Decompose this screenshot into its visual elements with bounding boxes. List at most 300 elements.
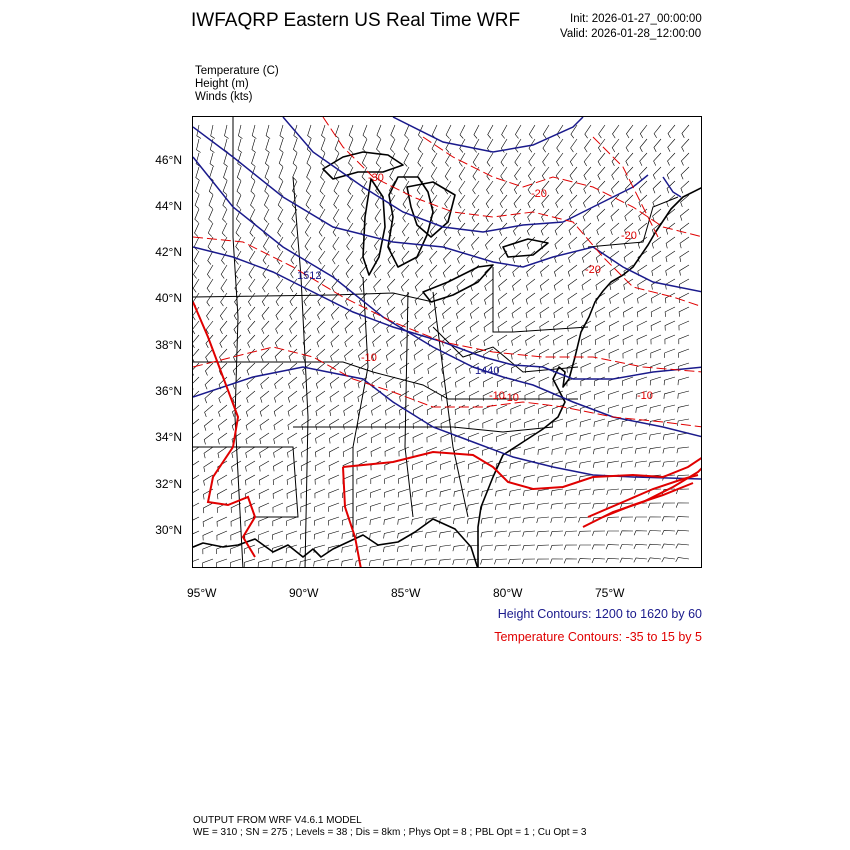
wind-barb bbox=[537, 517, 549, 523]
wind-barb bbox=[432, 153, 437, 167]
wind-barb bbox=[649, 433, 661, 440]
wind-barb bbox=[581, 335, 591, 345]
wind-barb bbox=[249, 279, 255, 292]
wind-barb bbox=[238, 139, 242, 153]
wind-barb bbox=[487, 153, 493, 166]
wind-barb bbox=[307, 153, 311, 167]
wind-barb bbox=[623, 335, 633, 345]
wind-barb bbox=[208, 223, 213, 237]
wind-barb bbox=[497, 405, 507, 414]
wind-barb bbox=[369, 559, 381, 566]
weather-map bbox=[193, 117, 702, 568]
wind-barb bbox=[554, 307, 563, 318]
wind-barb bbox=[663, 447, 675, 453]
wind-barb bbox=[474, 139, 480, 152]
lon-label-85: 85°W bbox=[391, 586, 421, 600]
wind-barb bbox=[195, 223, 200, 237]
wind-barb bbox=[357, 489, 367, 498]
wind-barb bbox=[565, 503, 577, 509]
wind-barb bbox=[373, 293, 381, 305]
wind-barb bbox=[329, 461, 339, 471]
wind-barb bbox=[676, 530, 689, 535]
wind-barb bbox=[272, 559, 283, 567]
wind-barb bbox=[483, 433, 493, 442]
wind-barb bbox=[315, 489, 325, 498]
wind-barb bbox=[597, 237, 605, 249]
lat-label-30: 30°N bbox=[155, 523, 182, 537]
wind-barb bbox=[400, 335, 409, 347]
wind-barb bbox=[580, 419, 591, 427]
wind-barb bbox=[580, 433, 591, 441]
wind-barb bbox=[205, 405, 213, 417]
wind-barb bbox=[343, 433, 353, 443]
wind-barb bbox=[554, 293, 563, 304]
wind-barb bbox=[592, 545, 605, 550]
wind-barb bbox=[555, 209, 563, 222]
wind-barb bbox=[536, 545, 549, 550]
wind-barb bbox=[193, 405, 199, 417]
wind-barb bbox=[570, 181, 577, 194]
wind-barb bbox=[623, 349, 633, 358]
wind-barb bbox=[651, 307, 661, 317]
wind-barb bbox=[287, 461, 297, 471]
wind-barb bbox=[304, 307, 311, 320]
wind-barb bbox=[439, 531, 451, 538]
wind-barb bbox=[224, 153, 228, 167]
wind-barb bbox=[290, 307, 297, 320]
wind-barb bbox=[569, 237, 577, 249]
wind-barb bbox=[606, 545, 619, 550]
wind-barb bbox=[525, 349, 535, 359]
wind-barb bbox=[622, 433, 634, 440]
wind-barb bbox=[222, 237, 227, 251]
wind-barb bbox=[322, 125, 326, 139]
wind-barb bbox=[620, 558, 633, 563]
wind-barb bbox=[624, 293, 634, 304]
temperature-contour-warm bbox=[603, 483, 693, 517]
wind-barb bbox=[363, 125, 367, 139]
wind-barb bbox=[221, 293, 227, 306]
wind-barb bbox=[468, 489, 479, 497]
wind-barb bbox=[458, 209, 465, 222]
wind-barb bbox=[515, 139, 521, 152]
wind-barb bbox=[583, 223, 591, 235]
wind-barb bbox=[555, 237, 563, 249]
wind-barb bbox=[263, 265, 269, 278]
wind-barb bbox=[626, 125, 633, 138]
wind-barb bbox=[566, 419, 577, 427]
wind-barb bbox=[302, 419, 311, 430]
wind-barb bbox=[193, 433, 199, 445]
wind-barb bbox=[305, 237, 311, 250]
wind-barb bbox=[346, 265, 353, 278]
wind-barb bbox=[233, 363, 241, 375]
wind-barb bbox=[525, 419, 536, 428]
wind-barb bbox=[484, 335, 493, 346]
wind-barb bbox=[540, 279, 549, 291]
model-info-line-1: OUTPUT FROM WRF V4.6.1 MODEL bbox=[193, 815, 362, 826]
wind-barb bbox=[499, 279, 507, 291]
wind-barb bbox=[425, 531, 437, 538]
wind-barb bbox=[495, 517, 507, 524]
wind-barb bbox=[512, 293, 521, 305]
wind-barb bbox=[411, 545, 423, 552]
lat-label-42: 42°N bbox=[155, 245, 182, 259]
wind-barb bbox=[606, 517, 619, 522]
wind-barb bbox=[275, 349, 283, 361]
wind-barb bbox=[204, 433, 213, 444]
wind-barb bbox=[607, 489, 619, 495]
wind-barb bbox=[526, 279, 535, 291]
wind-barb bbox=[621, 461, 633, 468]
wind-barb bbox=[330, 419, 339, 430]
wind-barb bbox=[274, 419, 283, 430]
wind-barb bbox=[555, 223, 563, 235]
wind-barb bbox=[317, 321, 325, 333]
wind-barb bbox=[385, 447, 395, 457]
wind-barb bbox=[510, 447, 521, 455]
wind-barb bbox=[634, 517, 647, 522]
wind-barb bbox=[383, 545, 395, 552]
wind-barb bbox=[193, 335, 199, 348]
wind-barb bbox=[501, 153, 507, 166]
temperature-contour-zero bbox=[343, 452, 702, 489]
wind-barb bbox=[498, 335, 507, 346]
wind-barb bbox=[543, 153, 549, 166]
wind-barb bbox=[405, 125, 409, 139]
wind-barb bbox=[441, 405, 451, 415]
wind-barb bbox=[219, 391, 227, 403]
wind-barb bbox=[329, 475, 339, 484]
wind-barb bbox=[469, 405, 479, 415]
wind-barb bbox=[626, 139, 633, 152]
wind-barb bbox=[238, 153, 242, 167]
wind-barb bbox=[557, 153, 564, 166]
wind-barb bbox=[414, 377, 423, 388]
wind-barb bbox=[404, 167, 409, 181]
wind-barb bbox=[470, 321, 479, 332]
wind-barb bbox=[524, 447, 535, 455]
wind-barb bbox=[290, 321, 298, 334]
lake-ontario bbox=[503, 239, 548, 257]
wind-barb bbox=[237, 195, 241, 209]
wind-barb bbox=[639, 195, 647, 207]
wind-barb bbox=[536, 559, 549, 564]
wind-barb bbox=[440, 461, 451, 470]
wind-barb bbox=[418, 139, 423, 153]
wind-barb bbox=[331, 321, 339, 333]
wind-barb bbox=[502, 125, 507, 138]
wind-barb bbox=[330, 405, 339, 416]
wind-barb bbox=[384, 531, 395, 539]
wind-barb bbox=[527, 251, 535, 263]
wind-barb bbox=[404, 139, 409, 153]
wind-barb bbox=[232, 461, 241, 472]
wind-barb bbox=[443, 293, 451, 305]
wind-barb bbox=[529, 153, 535, 166]
wind-barb bbox=[403, 195, 409, 208]
wind-barb bbox=[217, 517, 227, 527]
wind-barb bbox=[568, 321, 578, 332]
wind-barb bbox=[606, 531, 619, 536]
wind-barb bbox=[508, 559, 521, 564]
wind-barbs bbox=[193, 125, 689, 568]
wind-barb bbox=[455, 405, 465, 415]
wind-barb bbox=[316, 405, 325, 416]
wind-barb bbox=[523, 545, 536, 550]
wind-barb bbox=[611, 237, 620, 249]
wind-barb bbox=[329, 503, 339, 512]
coastlines bbox=[193, 152, 702, 568]
wind-barb bbox=[439, 545, 451, 551]
wind-barb bbox=[193, 279, 199, 292]
wind-barb bbox=[511, 405, 521, 414]
wind-barb bbox=[565, 489, 577, 495]
temperature-contour bbox=[193, 237, 702, 372]
wind-barb bbox=[289, 335, 297, 347]
wind-barb bbox=[446, 139, 451, 153]
wind-barb bbox=[333, 237, 339, 250]
wind-barb bbox=[593, 447, 605, 454]
wind-barb bbox=[525, 405, 535, 414]
wind-barb bbox=[469, 419, 479, 428]
wind-barb bbox=[261, 349, 269, 361]
wind-barb bbox=[205, 363, 213, 376]
wind-barb bbox=[288, 447, 298, 458]
wind-barb bbox=[486, 223, 493, 236]
wind-barb bbox=[528, 167, 535, 180]
wind-barb bbox=[315, 447, 325, 457]
wind-barb bbox=[585, 125, 591, 138]
wind-barb bbox=[425, 545, 437, 552]
wind-barb bbox=[443, 265, 451, 277]
wind-barb bbox=[373, 335, 381, 347]
wind-barb bbox=[193, 363, 199, 376]
wind-barb bbox=[235, 293, 242, 306]
wind-barb bbox=[679, 349, 689, 358]
wind-barb bbox=[247, 391, 255, 403]
wind-barb bbox=[495, 503, 507, 510]
wind-barb bbox=[677, 447, 689, 453]
wind-barb bbox=[293, 153, 297, 167]
wind-barb bbox=[274, 433, 283, 444]
wind-barb bbox=[640, 139, 647, 152]
wind-barb bbox=[612, 139, 619, 152]
wind-barb bbox=[211, 125, 215, 139]
wind-barb bbox=[384, 503, 395, 511]
wind-barb bbox=[289, 377, 298, 389]
wind-barb bbox=[499, 265, 507, 277]
wind-barb bbox=[484, 307, 493, 318]
wind-barb bbox=[648, 544, 661, 549]
wind-barb bbox=[290, 293, 297, 306]
wind-barb bbox=[320, 195, 325, 209]
wind-barb bbox=[402, 223, 409, 236]
wind-barb bbox=[357, 475, 367, 484]
wind-barb bbox=[606, 558, 619, 563]
wind-barb bbox=[335, 139, 339, 153]
height-label: 1440 bbox=[475, 365, 500, 377]
wind-barb bbox=[398, 503, 409, 511]
wind-barb bbox=[333, 209, 339, 222]
wind-barb bbox=[620, 517, 633, 522]
wind-barb bbox=[321, 139, 325, 153]
wind-barb bbox=[371, 433, 381, 443]
wind-barb bbox=[568, 265, 577, 277]
wind-barb bbox=[251, 181, 255, 195]
wind-barb bbox=[622, 391, 633, 399]
wind-barb bbox=[501, 167, 507, 180]
wind-barb bbox=[375, 223, 381, 236]
lat-label-34: 34°N bbox=[155, 430, 182, 444]
wind-barb bbox=[667, 181, 675, 193]
wind-barb bbox=[651, 321, 661, 331]
wind-barb bbox=[579, 461, 591, 468]
wind-barb bbox=[426, 489, 437, 497]
wind-barb bbox=[676, 544, 689, 548]
wind-barb bbox=[649, 461, 661, 467]
wind-barb bbox=[455, 391, 465, 401]
wind-barb bbox=[497, 433, 508, 442]
wind-barb bbox=[220, 307, 227, 320]
wind-barb bbox=[679, 307, 689, 317]
wind-barb bbox=[246, 433, 255, 444]
wind-barb bbox=[666, 265, 675, 276]
wind-barb bbox=[537, 489, 549, 496]
wind-barb bbox=[260, 419, 269, 430]
wind-barb bbox=[203, 503, 213, 513]
wind-barb bbox=[550, 559, 563, 564]
wind-barb bbox=[584, 153, 591, 166]
wind-barb bbox=[551, 517, 563, 523]
wind-barb bbox=[288, 433, 297, 444]
wind-barb bbox=[653, 167, 661, 179]
wind-barb bbox=[664, 405, 675, 413]
wind-barb bbox=[329, 489, 339, 498]
wind-barb bbox=[592, 558, 605, 563]
wind-barb bbox=[248, 335, 255, 348]
wind-barb bbox=[523, 489, 535, 496]
wind-barb bbox=[399, 433, 409, 443]
wind-barb bbox=[275, 377, 283, 389]
wind-barb bbox=[260, 447, 269, 458]
wind-barb bbox=[274, 447, 283, 458]
height-contour bbox=[193, 247, 702, 379]
wind-barb bbox=[193, 531, 199, 541]
wind-barb bbox=[635, 433, 647, 440]
wind-barb bbox=[221, 279, 227, 292]
wind-barb bbox=[654, 153, 661, 166]
wind-barb bbox=[512, 335, 521, 346]
wind-barb bbox=[679, 293, 689, 303]
temperature-label: -30 bbox=[368, 172, 384, 184]
wind-barb bbox=[278, 209, 283, 223]
wind-barb bbox=[315, 503, 325, 512]
wind-barb bbox=[218, 475, 228, 486]
temperature-label: -10 bbox=[637, 390, 653, 402]
wind-barb bbox=[500, 195, 507, 208]
wind-barb bbox=[607, 461, 619, 468]
wind-barb bbox=[416, 265, 424, 278]
wind-barb bbox=[377, 125, 381, 139]
wind-barb bbox=[384, 517, 395, 525]
wind-barb bbox=[252, 153, 256, 167]
wind-barb bbox=[679, 335, 689, 344]
wind-barb bbox=[220, 335, 227, 348]
wind-barb bbox=[662, 517, 675, 522]
wind-barb bbox=[483, 377, 493, 387]
wind-barb bbox=[488, 125, 493, 139]
wind-barb bbox=[399, 475, 410, 484]
wind-barb bbox=[668, 139, 675, 152]
wind-barb bbox=[317, 363, 326, 375]
wind-barb bbox=[306, 181, 311, 195]
wind-barb bbox=[568, 279, 577, 290]
wind-barb bbox=[472, 195, 479, 208]
wind-barb bbox=[263, 237, 269, 250]
wind-barb bbox=[665, 349, 675, 358]
init-time: Init: 2026-01-27_00:00:00 bbox=[570, 13, 702, 25]
wind-barb bbox=[357, 433, 367, 443]
wind-barb bbox=[274, 405, 283, 416]
wind-barb bbox=[481, 545, 493, 551]
wind-barb bbox=[316, 433, 326, 444]
wind-barb bbox=[680, 265, 689, 276]
wind-barb bbox=[246, 447, 255, 458]
wind-barb bbox=[651, 349, 661, 358]
wind-barb bbox=[206, 349, 213, 362]
wind-barb bbox=[680, 209, 689, 221]
wind-barb bbox=[458, 237, 465, 250]
wind-barb bbox=[595, 321, 605, 331]
wind-barb bbox=[209, 195, 213, 209]
wind-barb bbox=[195, 209, 199, 223]
wind-barb bbox=[315, 475, 325, 485]
wind-barb bbox=[205, 377, 213, 389]
wind-barb bbox=[439, 559, 451, 565]
wind-barb bbox=[652, 265, 661, 276]
wind-barb bbox=[397, 545, 409, 552]
wind-barb bbox=[266, 139, 270, 153]
wind-barb bbox=[592, 531, 605, 536]
wind-barb bbox=[625, 209, 633, 221]
wind-barb bbox=[274, 391, 283, 403]
height-label: 1512 bbox=[297, 270, 322, 282]
wind-barb bbox=[193, 349, 199, 362]
wind-barb bbox=[596, 279, 605, 290]
wind-barb bbox=[431, 167, 437, 180]
wind-barb bbox=[244, 559, 255, 567]
wind-barb bbox=[398, 517, 409, 525]
wind-barb bbox=[584, 167, 591, 180]
wind-barb bbox=[426, 503, 437, 511]
wind-barb bbox=[470, 307, 479, 319]
wind-barb bbox=[362, 153, 367, 167]
wind-barb bbox=[222, 251, 228, 264]
wind-barb bbox=[495, 545, 507, 551]
wind-barb bbox=[551, 475, 563, 482]
wind-barb bbox=[593, 489, 605, 495]
lon-label-75: 75°W bbox=[595, 586, 625, 600]
wind-barb bbox=[584, 181, 591, 194]
wind-barb bbox=[662, 558, 675, 562]
wind-barb bbox=[356, 503, 367, 512]
wind-barb bbox=[484, 321, 493, 332]
wind-barb bbox=[251, 195, 256, 209]
wind-barb bbox=[303, 321, 311, 334]
wind-barb bbox=[225, 125, 229, 139]
wind-barb bbox=[637, 335, 647, 345]
